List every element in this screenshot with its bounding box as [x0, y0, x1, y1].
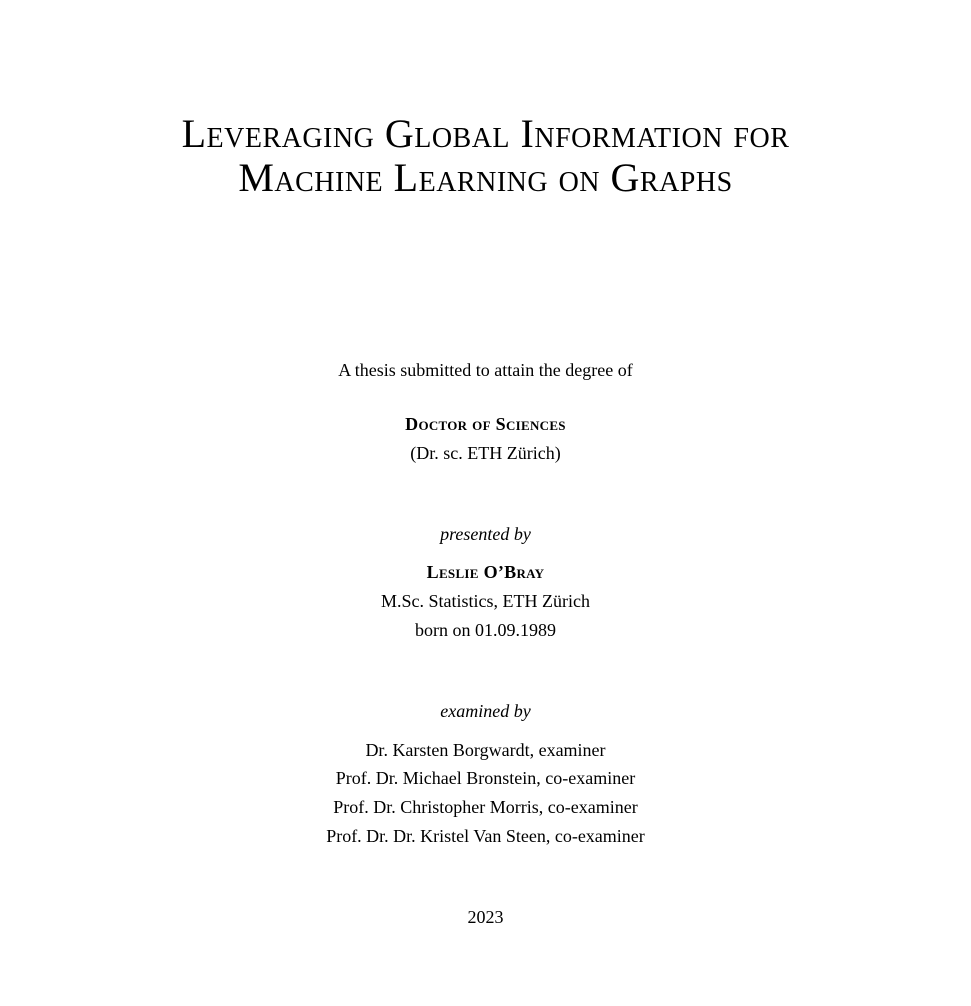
- author-qualification: M.Sc. Statistics, ETH Zürich: [381, 591, 590, 611]
- examiner-item: Dr. Karsten Borgwardt, examiner: [365, 740, 606, 760]
- examiner-item: Prof. Dr. Michael Bronstein, co-examiner: [335, 768, 636, 788]
- examiner-item: Prof. Dr. Dr. Kristel Van Steen, co-examiner: [326, 826, 645, 846]
- degree-intro: A thesis submitted to attain the degree of: [338, 360, 633, 380]
- degree-name: Doctor of Sciences: [405, 414, 566, 434]
- presented-by-label: presented by: [440, 524, 531, 544]
- author-birth-date: born on 01.09.1989: [415, 620, 556, 640]
- thesis-title-line-1: Leveraging Global Information for: [181, 111, 790, 156]
- examined-by-label: examined by: [440, 701, 531, 721]
- author-name: Leslie O’Bray: [426, 562, 545, 582]
- thesis-year: 2023: [467, 907, 504, 927]
- thesis-title-line-2: Machine Learning on Graphs: [238, 155, 733, 200]
- examiner-item: Prof. Dr. Christopher Morris, co-examiner: [333, 797, 638, 817]
- degree-abbreviation: (Dr. sc. ETH Zürich): [410, 443, 561, 463]
